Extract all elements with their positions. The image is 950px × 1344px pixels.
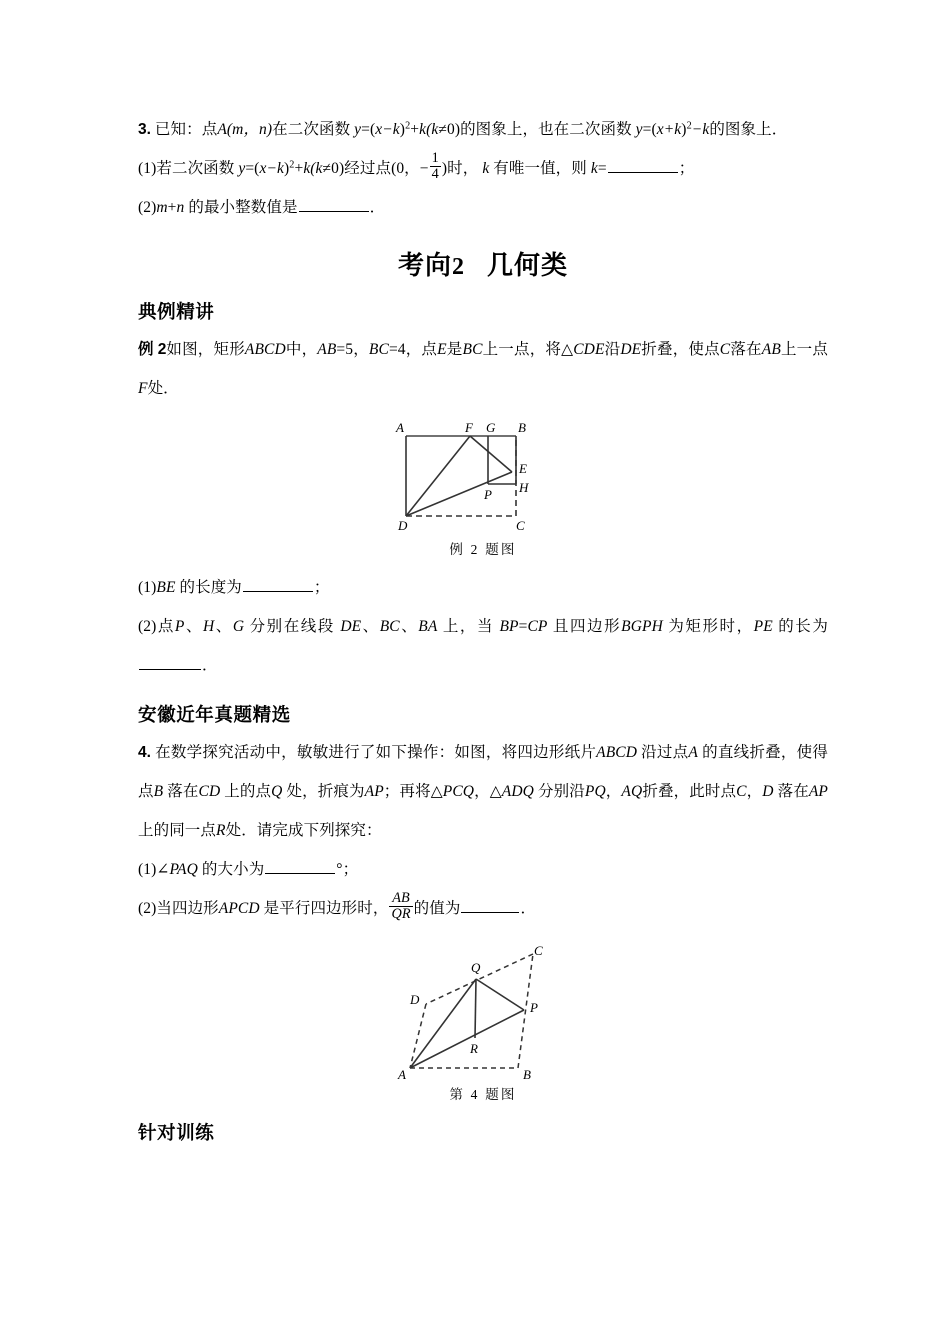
q3-p1-fn-x: x <box>259 160 267 177</box>
ex2-point-C: C <box>719 341 731 358</box>
ex2-p2-seg-BA: BA <box>418 618 438 635</box>
page-content <box>138 110 828 1151</box>
q3-p1-equals: = <box>597 160 607 177</box>
q4-line3-d: 上的同一点 <box>138 822 217 839</box>
ex2-p2-equals: = <box>518 618 528 635</box>
q4-line2-d: 处，折痕为 <box>286 783 365 800</box>
q3-p1-mid: 经过点(0， <box>344 160 420 177</box>
ex2-tri-CDE: CDE <box>573 341 605 358</box>
figure1-seg-DE <box>406 472 512 516</box>
ex2-line1-f: 折叠，使 <box>641 341 705 358</box>
figure2-label-D: D <box>410 992 420 1007</box>
ex2-p2-seg-BC: BC <box>379 618 400 635</box>
ex2-seg-AB-2: AB <box>761 341 781 358</box>
q4-p1-answer-blank[interactable] <box>265 859 335 874</box>
ex2-line2-d: 处． <box>147 380 179 397</box>
example-2-tag-prefix: 例 <box>138 341 154 358</box>
ex2-p2-point-G: G <box>232 618 245 635</box>
q3-fn1-k: k(k <box>419 121 439 138</box>
figure2-seg-QR <box>475 979 476 1038</box>
q3-fn1-eq: =( <box>361 121 376 138</box>
q3-p1-fraction-numerator: 1 <box>431 150 439 167</box>
figure2-seg-AP <box>410 1010 524 1068</box>
ex2-AB-value: =5， <box>336 341 369 358</box>
q3-p1-label: (1)若二次函数 <box>138 160 235 177</box>
q4-p2-text-a: 是平行四边形时， <box>263 900 389 917</box>
ex2-p2-answer-blank[interactable] <box>139 655 201 670</box>
q3-p2-n: n <box>176 199 185 216</box>
ex2-p2-line2-end: ． <box>202 657 218 674</box>
ex2-line2-a: 点 <box>704 341 720 358</box>
figure2-seg-AQ <box>410 979 476 1068</box>
example-2-figure <box>388 420 578 536</box>
q3-p1-fn-square: 2 <box>289 159 295 171</box>
q4-line2-a: 折叠，使得点 <box>138 744 828 800</box>
example-2-tag-number: 2 <box>157 341 167 358</box>
q3-fn2-x: x <box>656 121 664 138</box>
q4-line2-c: 上的点 <box>224 783 272 800</box>
q3-p2-m: m <box>156 199 168 216</box>
heading-dianli-jingjiang: 典例精讲 <box>138 301 215 322</box>
q3-fn1-x: x <box>375 121 383 138</box>
ex2-line1-b: 中， <box>285 341 318 358</box>
q3-p1-fn-plus: + <box>294 160 304 177</box>
q4-p1-text: 的大小为 <box>201 861 265 878</box>
q4-point-A: A <box>688 744 698 761</box>
q3-p1-fraction <box>430 151 441 182</box>
q3-p2-label: (2) <box>138 199 157 216</box>
section-heading-number: 2 <box>452 254 465 280</box>
q3-p1-fn-minus-k: −k <box>266 160 284 177</box>
figure1-label-F: F <box>465 420 473 435</box>
figure2-label-P: P <box>530 1000 538 1015</box>
q4-p2-answer-blank[interactable] <box>461 898 519 913</box>
figure2-label-C: C <box>534 943 543 958</box>
q3-fn2-plus-k: +k <box>663 121 682 138</box>
ex2-p2-label: (2)点 <box>138 618 175 635</box>
ex2-p2-seg-PE: PE <box>753 618 773 635</box>
q4-p2-text-b: 的值为 <box>413 900 461 917</box>
q3-stem-text-a: 已知：点 <box>154 121 218 138</box>
q3-fn1-y: y <box>354 121 362 138</box>
question-3-part-1: (1)若二次函数 $y=(x-k)^2+k(k\ne 0)$经过点(0，− $\frac{1}{4}$ )时， k 有唯一值，则 k= ； <box>138 150 695 183</box>
q4-line2-b: 落在 <box>167 783 199 800</box>
ex2-p1-answer-blank[interactable] <box>243 577 313 592</box>
q3-fn2-y: y <box>635 121 643 138</box>
q3-p1-k2: k <box>590 160 598 177</box>
q3-p2-text: 的最小整数值是 <box>188 199 298 216</box>
q4-point-D: D <box>762 783 774 800</box>
ex2-p2-sep-2: 、 <box>214 618 233 635</box>
ex2-line1-c: 是 <box>446 341 463 358</box>
ex2-p2-text-e: 的 <box>778 618 796 635</box>
q3-fn2-eq: =( <box>642 121 657 138</box>
ex2-seg-AB: AB <box>317 341 337 358</box>
ex2-p1-seg-BE: BE <box>156 579 176 596</box>
heading-zhendui-xunlian: 针对训练 <box>138 1122 215 1143</box>
question-3-number: 3. <box>138 121 151 138</box>
q3-p2-plus: + <box>167 199 177 216</box>
example-2-figure-caption: 例 2 题图 <box>449 542 517 557</box>
q4-p1-angle-PAQ: PAQ <box>169 861 198 878</box>
q3-fn1-square: 2 <box>405 120 411 132</box>
section-heading-title: 几何类 <box>487 250 569 280</box>
q4-seg-AQ: AQ <box>621 783 643 800</box>
q4-p2-fraction-numerator: AB <box>392 890 410 907</box>
q3-point-A: A(m，n) <box>217 121 273 138</box>
q3-p1-end: ； <box>678 160 695 177</box>
heading-anhui-zhenti: 安徽近年真题精选 <box>138 704 291 725</box>
ex2-line1-d: 上一点，将△ <box>482 341 574 358</box>
q4-p2-ratio-fraction <box>389 891 412 922</box>
q4-seg-AP-2: AP <box>808 783 828 800</box>
q3-stem-text-d: 的图象上． <box>709 121 788 138</box>
ex2-p2-point-H: H <box>203 618 215 635</box>
q4-point-C: C <box>736 783 747 800</box>
q3-p2-answer-blank[interactable] <box>299 197 369 212</box>
q4-line3-c: 落在 <box>777 783 809 800</box>
q4-p2-end: ． <box>520 900 537 917</box>
figure2-label-A: A <box>398 1067 406 1082</box>
q4-tri-PCQ: PCQ <box>442 783 475 800</box>
example-2-figure-block <box>138 420 828 558</box>
figure1-label-H: H <box>519 480 529 495</box>
ex2-seg-BC-2: BC <box>462 341 483 358</box>
q3-stem-text-c: 的图象上，也在二次函数 <box>460 121 632 138</box>
ex2-line2-c: 上一点 <box>780 341 828 358</box>
ex2-p2-sep-3: 、 <box>361 618 380 635</box>
q4-line2-f: ，△ <box>474 783 502 800</box>
figure2-label-Q: Q <box>471 960 481 975</box>
ex2-p2-seg-BP: BP <box>499 618 519 635</box>
figure1-label-A: A <box>396 420 404 435</box>
figure1-label-P: P <box>484 487 492 502</box>
question-4-figure <box>388 943 578 1082</box>
ex2-p2-text-d: 为矩形时， <box>668 618 754 635</box>
figure2-label-R: R <box>470 1041 478 1056</box>
q4-point-B: B <box>153 783 164 800</box>
q3-stem-text-b: 在二次函数 <box>272 121 351 138</box>
q3-fn1-ne0: ≠0) <box>438 121 461 138</box>
ex2-p2-text-a: 分别在线段 <box>249 618 335 635</box>
q3-p1-k1: k <box>482 160 490 177</box>
q4-seg-AP: AP <box>364 783 384 800</box>
q4-line3-a: 折叠，此时点 <box>642 783 737 800</box>
q3-p1-after-fraction: )时， <box>441 160 479 177</box>
q4-p1-label: (1)∠ <box>138 861 170 878</box>
q4-line2-e: ；再将△ <box>383 783 443 800</box>
figure1-seg-FE <box>470 436 512 472</box>
q4-line2-h: ， <box>605 783 622 800</box>
figure1-label-C: C <box>516 518 525 533</box>
question-4-number: 4. <box>138 744 151 761</box>
example-2-part-2 <box>138 607 828 685</box>
q3-p1-answer-blank[interactable] <box>608 158 678 173</box>
q3-fn2-square: 2 <box>686 120 692 132</box>
q3-p1-fn-k: k(k <box>303 160 323 177</box>
ex2-p1-end: ； <box>313 579 330 596</box>
q4-quad-ABCD: ABCD <box>596 744 637 761</box>
ex2-line1-a: 如图，矩形 <box>166 341 245 358</box>
ex2-p2-point-P: P <box>174 618 185 635</box>
question-3-part-2 <box>138 188 828 227</box>
ex2-BC-value: =4，点 <box>388 341 438 358</box>
q3-p1-minus: − <box>419 160 429 177</box>
q4-line1-a: 在数学探究活动中，敏敏进行了如下操作：如图，将四边形纸片 <box>155 744 597 761</box>
q3-p1-fn-y: y <box>238 160 246 177</box>
ex2-seg-DE: DE <box>620 341 642 358</box>
example-2-part-1 <box>138 568 828 607</box>
q4-p2-fraction-denominator: QR <box>391 906 411 923</box>
q3-fn1-minus-k: −k <box>382 121 400 138</box>
ex2-p2-quad-BGPH: BGPH <box>621 618 663 635</box>
q3-p1-fn-ne0: ≠0) <box>322 160 345 177</box>
ex2-p1-text: 的长度为 <box>179 579 242 596</box>
ex2-line1-e: 沿 <box>604 341 621 358</box>
example-2-stem <box>138 330 828 408</box>
q4-seg-CD: CD <box>198 783 221 800</box>
q4-point-R: R <box>216 822 226 839</box>
question-4-stem <box>138 733 828 850</box>
ex2-p2-sep-1: 、 <box>184 618 204 635</box>
question-4-part-1 <box>138 850 828 889</box>
section-heading-prefix: 考向 <box>397 250 452 280</box>
q3-p1-fraction-denominator: 4 <box>431 166 439 183</box>
figure2-label-B: B <box>523 1067 531 1082</box>
ex2-p1-label: (1) <box>138 579 157 596</box>
q3-fn2-minus-k: −k <box>691 121 710 138</box>
ex2-p2-seg-DE: DE <box>340 618 362 635</box>
q4-line3-b: ， <box>746 783 763 800</box>
q3-p1-tail: 有唯一值，则 <box>493 160 587 177</box>
q4-p2-quad-APCD: APCD <box>218 900 260 917</box>
ex2-point-E: E <box>437 341 447 358</box>
ex2-p2-seg-CP: CP <box>527 618 548 635</box>
question-4-part-2 <box>138 889 828 928</box>
q4-line1-b: 沿过点 <box>641 744 689 761</box>
q3-p1-fn-eq: =( <box>245 160 260 177</box>
q3-fn1-plus: + <box>410 121 420 138</box>
q4-p2-label: (2)当四边形 <box>138 900 219 917</box>
q4-p1-degree: °； <box>336 861 359 878</box>
ex2-point-F: F <box>138 380 148 397</box>
q4-point-Q: Q <box>271 783 283 800</box>
figure1-seg-DF <box>406 436 470 516</box>
figure1-label-B: B <box>518 420 526 435</box>
ex2-p2-sep-4: 、 <box>399 618 419 635</box>
q3-p2-end: ． <box>369 199 386 216</box>
figure1-label-E: E <box>519 461 527 476</box>
question-3-stem: 3. 已知：点A(m，n)在二次函数 $y=(x-k)^2+k(k\ne 0)$的图象上，也在二次函数 $y=(x+k)^2-k$的图象上． <box>138 120 788 138</box>
section-heading-kaoxiang-2 <box>138 245 828 282</box>
q4-line2-g: 分别沿 <box>537 783 585 800</box>
q4-seg-PQ: PQ <box>584 783 606 800</box>
ex2-line2-b: 落在 <box>730 341 762 358</box>
figure1-label-D: D <box>398 518 408 533</box>
figure2-seg-QP <box>476 979 524 1010</box>
question-4-figure-block <box>138 943 828 1103</box>
ex2-p2-text-c: 且四边形 <box>552 618 622 635</box>
figure1-label-G: G <box>486 420 496 435</box>
ex2-seg-BC: BC <box>368 341 389 358</box>
ex2-rect-ABCD: ABCD <box>244 341 286 358</box>
q4-tri-ADQ: ADQ <box>501 783 534 800</box>
ex2-p2-line2-a: 长为 <box>795 618 828 635</box>
ex2-p2-text-b: 上，当 <box>442 618 495 635</box>
question-4-figure-caption: 第 4 题图 <box>449 1087 517 1102</box>
q4-line3-e: 处．请完成下列探究： <box>225 822 382 839</box>
q4-line1-c: 的直线 <box>702 744 750 761</box>
